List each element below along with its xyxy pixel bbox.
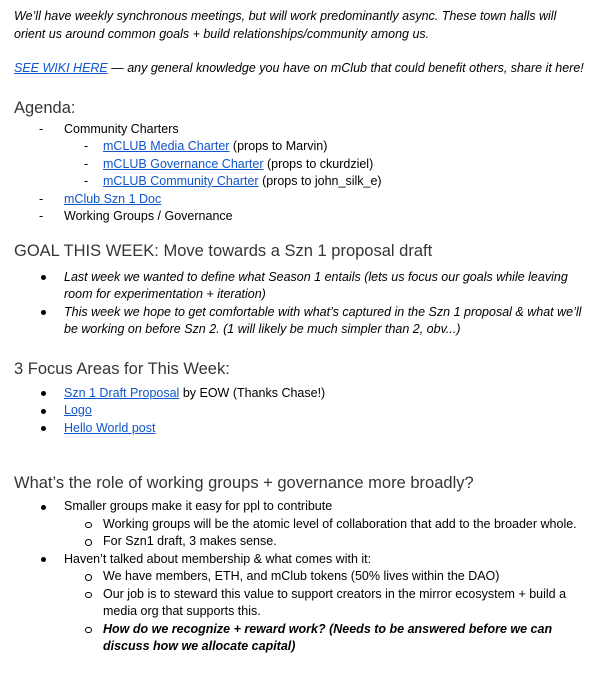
wiki-link[interactable]: SEE WIKI HERE	[14, 61, 108, 75]
governance-charter-suffix: (props to ckurdziel)	[263, 156, 374, 171]
wg-sub-text: Working groups will be the atomic level of collaboration that add to the broader whole.	[103, 516, 577, 531]
focus-item-hello-world	[14, 420, 586, 438]
community-charter-link[interactable]: mCLUB Community Charter	[103, 174, 259, 188]
agenda-item-szn1-doc	[14, 191, 586, 209]
agenda-item-working-groups	[14, 208, 586, 226]
agenda-item-label: Working Groups / Governance	[64, 209, 233, 223]
wg-sub-text-emphasized: How do we recognize + reward work? (Needs to be answered before we can discuss how we allocate capital)	[103, 621, 553, 653]
wg-sub-atomic-level	[14, 516, 586, 534]
focus-item-suffix: by EOW (Thanks Chase!)	[179, 385, 326, 400]
hello-world-post-link[interactable]: Hello World post	[64, 420, 156, 435]
wg-sub-members-tokens	[14, 568, 586, 586]
wg-sub-text: For Szn1 draft, 3 makes sense.	[103, 534, 277, 548]
focus-item-logo	[14, 402, 586, 420]
goal-list	[14, 269, 586, 339]
agenda-item-community-charters	[14, 121, 586, 139]
wg-sub-steward-value	[14, 586, 586, 621]
agenda-heading: Agenda:	[14, 98, 76, 117]
logo-link[interactable]: Logo	[64, 403, 92, 417]
wg-sub-text: Our job is to steward this value to support creators in the mirror ecosystem + build a media org that supports this.	[103, 586, 567, 618]
goal-bullet-text: This week we hope to get comfortable with what’s captured in the Szn 1 proposal & what we’ll be working on before Szn 2. (1 will likely be much simpler than 2, obv...)	[64, 304, 582, 336]
goal-bullet-text: Last week we wanted to define what Season 1 entails (lets us focus our goals while leaving room for experimentation + iteration)	[64, 269, 568, 301]
wiki-paragraph-text: — any general knowledge you have on mClub that could benefit others, share it here!	[107, 61, 584, 75]
goal-bullet-this-week	[14, 304, 586, 339]
wg-bullet-smaller-groups	[14, 498, 586, 516]
media-charter-suffix: (props to Marvin)	[229, 139, 328, 153]
agenda-item-label: Community Charters	[64, 121, 179, 136]
governance-charter-link[interactable]: mCLUB Governance Charter	[103, 156, 264, 171]
wiki-paragraph	[14, 60, 586, 78]
working-groups-heading: What’s the role of working groups + governance more broadly?	[14, 474, 474, 492]
focus-areas-heading: 3 Focus Areas for This Week:	[14, 359, 230, 378]
goal-heading: GOAL THIS WEEK: Move towards a Szn 1 proposal draft	[14, 241, 433, 260]
wg-sub-text: We have members, ETH, and mClub tokens (50% lives within the DAO)	[103, 569, 500, 583]
wg-bullet-membership	[14, 551, 586, 569]
wg-sub-szn1-draft	[14, 533, 586, 551]
wg-bullet-text: Smaller groups make it easy for ppl to contribute	[64, 499, 333, 513]
wg-sub-recognize-reward	[14, 621, 586, 656]
szn1-doc-link[interactable]: mClub Szn 1 Doc	[64, 191, 162, 206]
agenda-list	[14, 121, 586, 226]
intro-paragraph: We’ll have weekly synchronous meetings, but will work predominantly async. These town halls will orient us around common goals + build relationships/community among us.	[14, 9, 557, 41]
agenda-item-media-charter	[14, 138, 586, 156]
goal-bullet-last-week	[14, 269, 586, 304]
media-charter-link[interactable]: mCLUB Media Charter	[103, 139, 230, 153]
agenda-item-governance-charter	[14, 156, 586, 174]
community-charter-suffix: (props to john_silk_e)	[258, 174, 382, 188]
focus-item-szn1-draft	[14, 385, 586, 403]
wg-bullet-text: Haven’t talked about membership & what comes with it:	[64, 551, 372, 566]
focus-areas-list	[14, 385, 586, 438]
working-groups-list	[14, 498, 586, 656]
szn1-draft-proposal-link[interactable]: Szn 1 Draft Proposal	[64, 385, 180, 400]
agenda-item-community-charter	[14, 173, 586, 191]
